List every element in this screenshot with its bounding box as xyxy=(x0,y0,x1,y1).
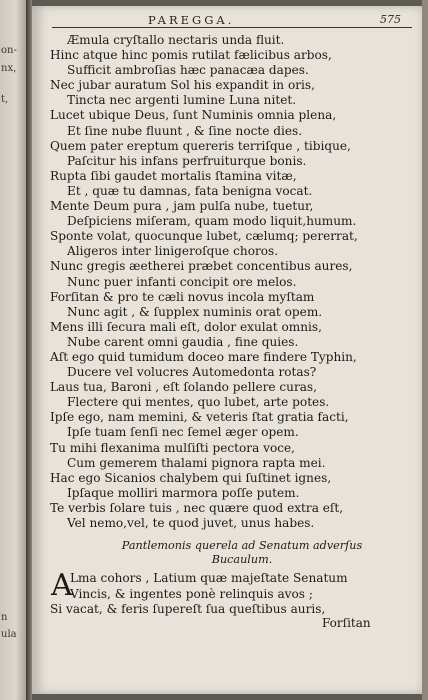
verse-line: Et ſine nube fluunt , & ſine nocte dies. xyxy=(67,123,303,138)
page-number: 575 xyxy=(380,13,401,26)
poem-body xyxy=(50,33,420,531)
verse-line: Paſcitur his infans perfruiturque bonis. xyxy=(67,153,307,168)
verse-line: Sponte volat, quocunque lubet, cælumq; pererrat, xyxy=(50,229,358,244)
left-margin-fragment: n xyxy=(1,612,8,623)
left-margin-fragment: on- xyxy=(1,45,17,56)
verse-line: Sufficit ambroſias hæc panacæa dapes. xyxy=(67,63,309,78)
verse-line: Laus tua, Baroni , eſt ſolando pellere curas, xyxy=(50,380,317,395)
verse-line: Quem pater ereptum quereris terriſque , tibique, xyxy=(50,138,351,153)
verse-line: Si vacat, & feris ſupereſt ſua queſtibus auris, xyxy=(50,602,326,616)
verse-line: Nunc gregis æetherei præbet concentibus aures, xyxy=(50,259,353,274)
verse-line: Æmula cryſtallo nectaris unda fluit. xyxy=(67,33,285,47)
verse-line: Flectere qui mentes, quo lubet, arte potes. xyxy=(67,395,330,410)
verse-line: Hinc atque hinc pomis rutilat fælicibus arbos, xyxy=(50,48,332,63)
verse-line: Nunc agit , & ſupplex numinis orat opem. xyxy=(67,304,323,319)
verse-line: Cum gemerem thalami pignora rapta mei. xyxy=(67,455,326,470)
section-heading xyxy=(92,539,392,567)
verse-line: Tincta nec argenti lumine Luna nitet. xyxy=(67,93,297,108)
section-heading-line: Bucaulum. xyxy=(211,553,273,566)
left-margin-fragment: t, xyxy=(1,94,9,105)
verse-line: Tu mihi flexanima mulſiſti pectora voce, xyxy=(50,440,296,455)
verse-line: Nube carent omni gaudia , fine quies. xyxy=(67,334,299,349)
running-header: PAREGGA. xyxy=(148,13,235,27)
catchword: Forſitan xyxy=(322,616,371,630)
verse-line: Mens illi ſecura mali eſt, dolor exulat omnis, xyxy=(50,319,322,334)
verse-line: Hac ego Sicanios chalybem qui ſuſtinet ignes, xyxy=(50,470,332,485)
verse-line: Lucet ubique Deus, ſunt Numinis omnia plena, xyxy=(50,108,337,123)
header-rule xyxy=(52,27,412,28)
verse-line: Ipſe ego, nam memini, & veteris ſtat gratia facti, xyxy=(50,410,349,425)
verse-line: Aſt ego quid tumidum doceo mare findere Typhin, xyxy=(50,349,357,364)
left-page-edge xyxy=(0,0,26,700)
left-margin-fragment: nx, xyxy=(1,63,17,74)
verse-line: Lma cohors , Latium quæ majeſtate Senatum xyxy=(70,571,348,585)
right-page-edge xyxy=(422,0,428,700)
verse-line: Ipſe tuam ſenſi nec ſemel æger opem. xyxy=(67,425,299,440)
verse-line: Vincis, & ingentes ponè relinquis avos ; xyxy=(70,586,313,601)
final-verse xyxy=(50,568,420,618)
verse-line: Ducere vel volucres Automedonta rotas? xyxy=(67,365,317,380)
verse-line: Mente Deum pura , jam pulſa nube, tuetur, xyxy=(50,199,314,214)
left-margin-fragment: ula xyxy=(1,629,17,640)
verse-line: Vel nemo,vel, te quod juvet, unus habes. xyxy=(67,516,315,530)
verse-line: Deſpiciens miſeram, quam modo liquit,humum. xyxy=(67,214,357,229)
verse-line: Rupta ſibi gaudet mortalis ſtamina vitæ, xyxy=(50,168,297,183)
verse-line: Et , quæ tu damnas, fata benigna vocat. xyxy=(67,183,313,198)
drop-capital: A xyxy=(51,568,73,603)
verse-line: Ipſaque molliri marmora poſſe putem. xyxy=(67,485,300,500)
verse-line: Te verbis ſolare tuis , nec quære quod extra eſt, xyxy=(50,500,344,515)
section-heading-line: Pantlemonis querela ad Senatum adverſus xyxy=(121,539,363,552)
verse-line: Aligeros inter linigeroſque choros. xyxy=(67,244,279,259)
verse-line: Forſitan & pro te cæli novus incola myſtam xyxy=(50,289,315,304)
verse-line: Nec jubar auratum Sol his expandit in oris, xyxy=(50,78,315,93)
verse-line: Nunc puer infanti concipit ore melos. xyxy=(67,274,297,289)
